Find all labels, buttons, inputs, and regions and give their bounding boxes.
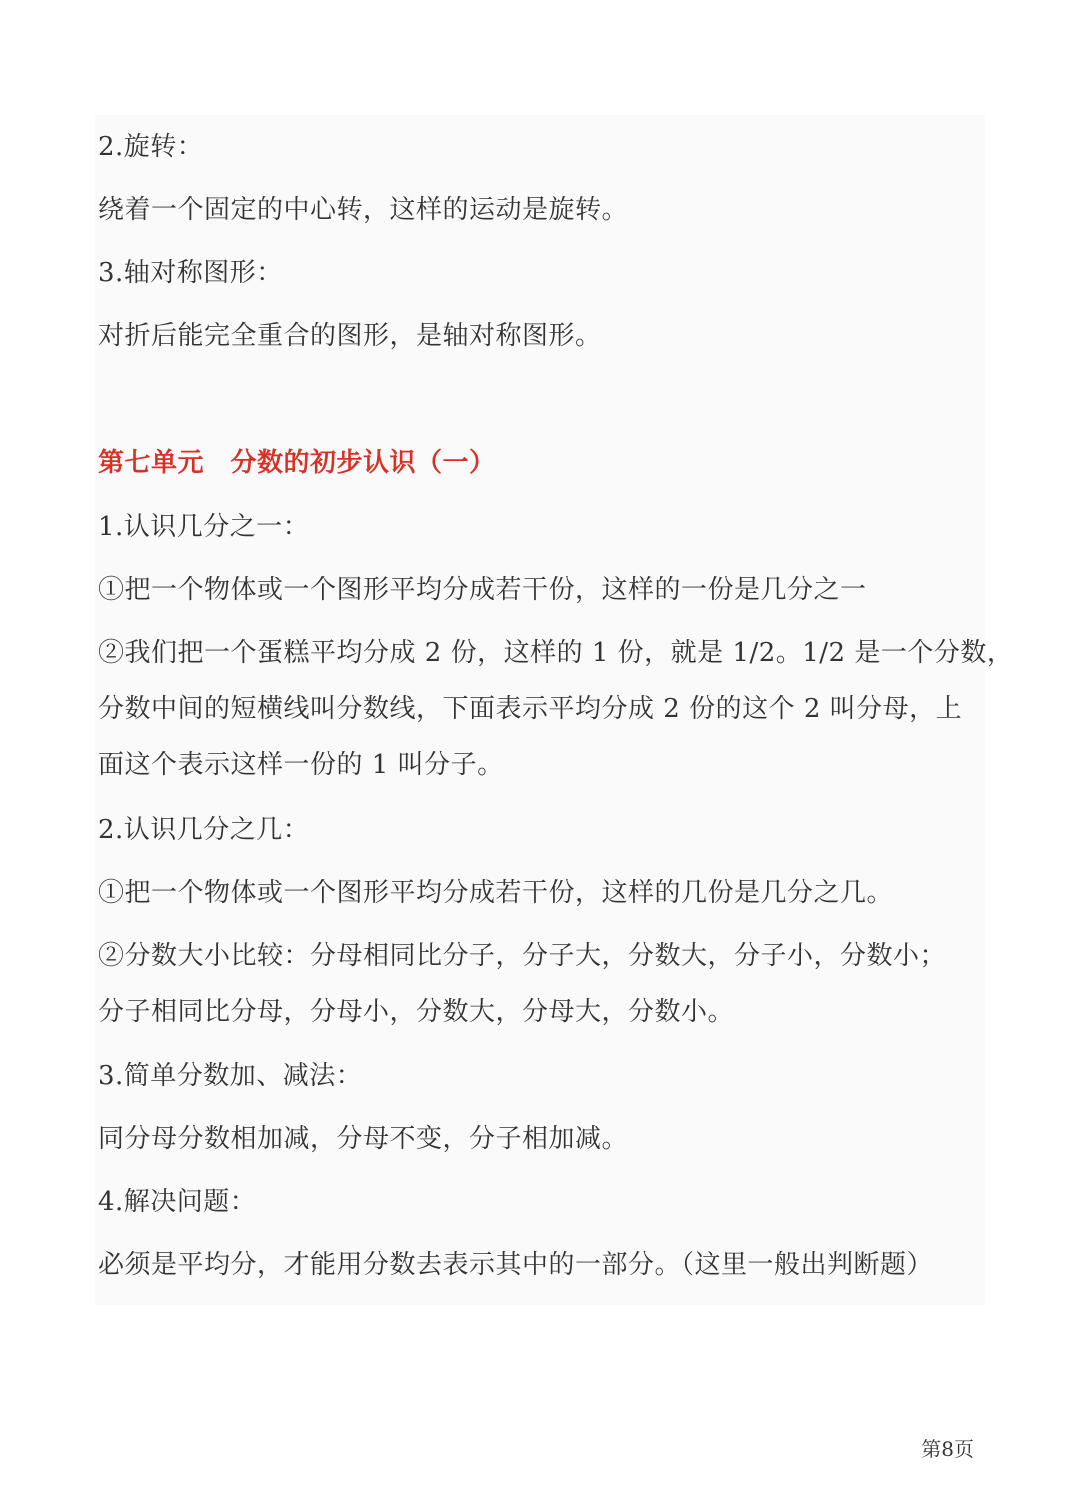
unit7-item1-paragraph2-line3: 面这个表示这样一份的 1 叫分子。	[98, 750, 504, 780]
unit7-heading: 第七单元 分数的初步认识（一）	[98, 448, 496, 478]
unit7-item3-text: 同分母分数相加减，分母不变，分子相加减。	[98, 1124, 629, 1154]
unit7-item2-title: 2.认识几分之几：	[98, 815, 310, 845]
unit7-item2-paragraph1: ①把一个物体或一个图形平均分成若干份，这样的几份是几分之几。	[98, 878, 894, 908]
page-number: 第8页	[921, 1437, 974, 1461]
item-axial-symmetry-text: 对折后能完全重合的图形，是轴对称图形。	[98, 321, 602, 351]
unit7-item2-paragraph2-line1: ②分数大小比较：分母相同比分子，分子大，分数大，分子小，分数小；	[98, 941, 947, 971]
item-axial-symmetry-title: 3.轴对称图形：	[98, 258, 283, 288]
unit7-item3-title: 3.简单分数加、减法：	[98, 1061, 363, 1091]
unit7-item2-paragraph2-line2: 分子相同比分母，分母小，分数大，分母大，分数小。	[98, 997, 735, 1027]
unit7-item4-text: 必须是平均分，才能用分数去表示其中的一部分。（这里一般出判断题）	[98, 1250, 934, 1280]
unit7-item1-title: 1.认识几分之一：	[98, 512, 310, 542]
unit7-item1-paragraph2-line2: 分数中间的短横线叫分数线，下面表示平均分成 2 份的这个 2 叫分母，上	[98, 694, 963, 724]
unit7-item1-paragraph2-line1: ②我们把一个蛋糕平均分成 2 份，这样的 1 份，就是 1/2。1/2 是一个分数，	[98, 638, 1014, 668]
unit7-item1-paragraph1: ①把一个物体或一个图形平均分成若干份，这样的一份是几分之一	[98, 575, 867, 605]
unit7-item4-title: 4.解决问题：	[98, 1187, 257, 1217]
item-rotation-text: 绕着一个固定的中心转，这样的运动是旋转。	[98, 195, 629, 225]
item-rotation-title: 2.旋转：	[98, 132, 204, 162]
